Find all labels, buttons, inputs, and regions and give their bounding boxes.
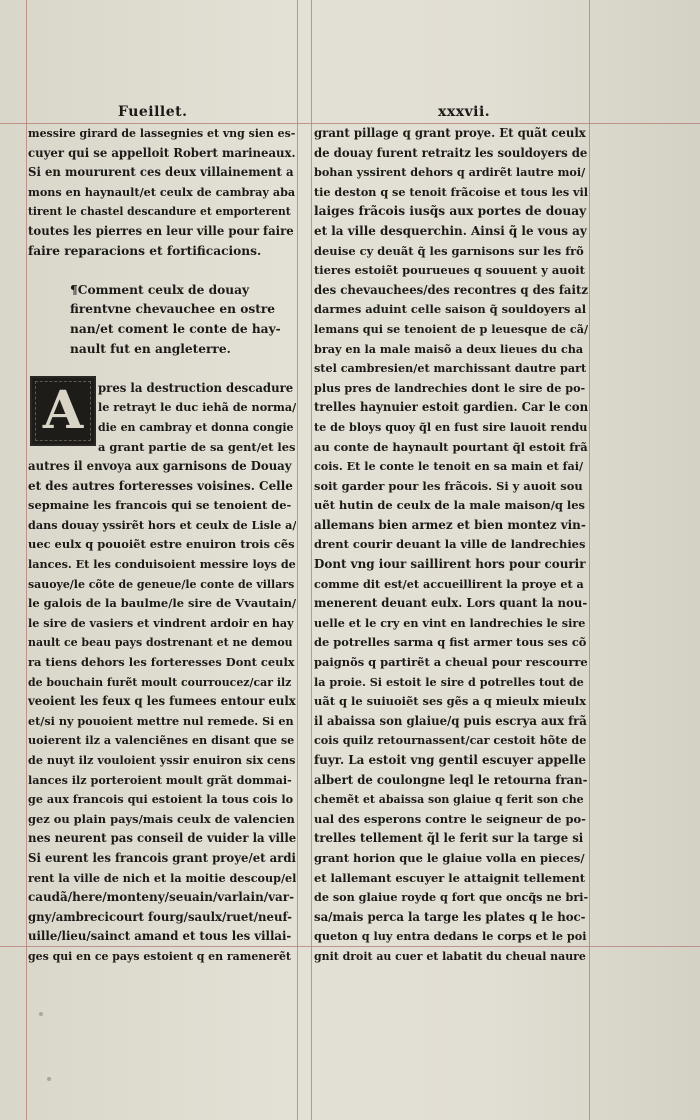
text-line: uelle et le cry en vint en landrechies le sire (314, 615, 586, 630)
text-line: uoierent ilz a valenciẽnes en disant que se (28, 733, 295, 748)
text-line: de douay furent retraitz les souldoyers de (314, 145, 588, 160)
text-line: allemans bien armez et bien montez vin- (314, 517, 586, 532)
text-line: toutes les pierres en leur ville pour faire (28, 223, 294, 238)
text-line: queton q luy entra dedans le corps et le poi (314, 929, 587, 944)
text-line: messire girard de lassegnies et vng sien es- (28, 127, 296, 140)
text-line: ra tiens dehors les forteresses Dont ceulx (28, 655, 295, 670)
text-line: soit garder pour les frãcois. Si y auoit sou (314, 478, 583, 493)
text-line: de son glaiue royde q fort que oncq̃s ne bri- (314, 890, 588, 905)
text-line: laiges frãcois iusq̃s aux portes de douay (314, 204, 587, 219)
chapter-heading-line: firentvne chevauchee en ostre (70, 302, 276, 317)
text-line: ual des esperons contre le seigneur de po- (314, 811, 586, 826)
text-line: et/si ny pouoient mettre nul remede. Si en (28, 713, 294, 728)
text-line: caudã/here/monteny/seuain/varlain/var- (28, 890, 295, 905)
text-line: deuise cy deuãt q̃ les garnisons sur les frõ (314, 243, 584, 258)
text-line: uille/lieu/sainct amand et tous les villai- (28, 929, 292, 944)
text-line: a grant partie de sa gent/et les (98, 439, 296, 454)
text-line: uec eulx q pouoiẽt estre enuiron trois cẽs (28, 537, 295, 552)
text-line: fuyr. La estoit vng gentil escuyer appelle (314, 753, 586, 767)
paragraph-mark-icon: ¶ (70, 282, 78, 297)
text-line: grant horion que le glaiue volla en pieces/ (314, 850, 585, 865)
text-line: mons en haynault/et ceulx de cambray aba (28, 184, 296, 199)
ruling-line (589, 0, 590, 1120)
text-line: chemẽt et abaissa son glaiue q ferit son che (314, 793, 584, 807)
folio-number: xxxvii. (438, 104, 491, 120)
text-line: ges qui en ce pays estoient q en ramenerẽt (28, 949, 291, 963)
text-line: de bouchain furẽt moult courroucez/car ilz (28, 675, 292, 689)
text-line: gez ou plain pays/mais ceulx de valencien (28, 811, 295, 826)
text-line: te de bloys quoy q̃l en fust sire lauoit rendu (314, 419, 588, 434)
text-line: grant pillage q grant proye. Et quãt ceulx (314, 126, 586, 140)
text-line: pres la destruction descadure (98, 380, 294, 395)
text-line: autres il envoya aux garnisons de Douay (28, 459, 292, 474)
text-line: sauoye/le cõte de geneue/le conte de villars (28, 577, 295, 591)
text-line: sepmaine les francois qui se tenoient de- (28, 498, 292, 513)
text-line: cois. Et le conte le tenoit en sa main et fai/ (314, 459, 584, 474)
text-line: lances. Et les conduisoient messire loys de (28, 557, 296, 572)
text-line: lemans qui se tenoient de p leuesque de cã/ (314, 321, 588, 336)
paper-mark (39, 1012, 43, 1016)
text-line: Si en moururent ces deux villainement a (28, 165, 294, 180)
text-line: drent courir deuant la ville de landrechies (314, 537, 586, 552)
text-line: au conte de haynault pourtant q̃l estoit frã (314, 439, 588, 454)
text-line: nes neurent pas conseil de vuider la ville (28, 831, 296, 846)
left-text-column (28, 124, 296, 967)
text-line: faire reparacions et fortificacions. (28, 243, 262, 258)
text-line: albert de coulongne leql le retourna fran- (314, 772, 588, 787)
ruling-line (311, 0, 312, 1120)
ruling-line (26, 0, 27, 1120)
text-line: de nuyt ilz vouloient yssir enuiron six cens (28, 753, 296, 767)
decorated-initial: A (30, 376, 96, 446)
text-line: le galois de la baulme/le sire de Vvautain/ (28, 596, 296, 611)
text-line: paignõs q partirẽt a cheual pour rescourre (314, 655, 588, 670)
text-line: trelles haynuier estoit gardien. Car le con (314, 400, 588, 415)
text-line: nault ce beau pays dostrenant et ne demou (28, 636, 293, 650)
text-line: sa/mais perca la targe les plates q le hoc- (314, 909, 586, 924)
text-line: et des autres forteresses voisines. Celle (28, 478, 293, 493)
text-line: rent la ville de nich et la moitie descoup/el (28, 870, 296, 885)
text-line: et lallemant escuyer le attaignit tellement (314, 870, 586, 885)
text-line: Dont vng iour saillirent hors pour courir (314, 557, 586, 572)
chapter-heading-line: nan/et coment le conte de hay- (70, 321, 281, 336)
text-line: cois quilz retournassent/car cestoit hõte de (314, 733, 587, 748)
text-line: menerent deuant eulx. Lors quant la nou- (314, 596, 588, 611)
text-line: le retrayt le duc iehã de norma/ (98, 400, 296, 415)
text-line: des chevauchees/des recontres q des faitz (314, 282, 588, 297)
text-line: ge aux francois qui estoient la tous cois lo (28, 792, 294, 807)
text-line: die en cambray et donna congie (98, 420, 294, 434)
text-line: gny/ambrecicourt fourg/saulx/ruet/neuf- (28, 909, 292, 924)
chapter-heading-line: ¶Comment ceulx de douay (70, 282, 250, 297)
ruling-line (297, 0, 298, 1120)
text-line: comme dit est/et accueillirent la proye et a (314, 576, 584, 591)
text-line: gnit droit au cuer et labatit du cheual naure (314, 949, 586, 963)
text-line: bohan yssirent dehors q ardirẽt lautre moi/ (314, 165, 586, 180)
text-line: uẽt hutin de ceulx de la male maison/q les (314, 498, 585, 513)
text-line: Si eurent les francois grant proye/et ardi (28, 850, 296, 865)
text-line: cuyer qui se appelloit Robert marineaux. (28, 145, 296, 160)
text-line: de potrelles sarma q fist armer tous ses cõ (314, 635, 587, 650)
text-line: trelles tellement q̃l le ferit sur la targe si (314, 831, 584, 846)
text-line: tirent le chastel descandure et emporterent (28, 205, 291, 219)
text-line: dans douay yssirẽt hors et ceulx de Lisle a/ (28, 517, 296, 532)
chapter-heading-line: nault fut en angleterre. (70, 341, 231, 356)
folio-header: Fueillet. (118, 104, 188, 120)
text-line: veoient les feux q les fumees entour eulx (28, 694, 296, 709)
paper-mark (47, 1077, 51, 1081)
text-line: tieres estoiẽt pourueues q souuent y auoit (314, 263, 585, 278)
text-line: il abaissa son glaiue/q puis escrya aux frã (314, 713, 587, 728)
text-line: la proie. Si estoit le sire d potrelles tout de (314, 674, 584, 689)
text-line: plus pres de landrechies dont le sire de po- (314, 380, 586, 395)
text-line: bray en la male maisõ a deux lieues du cha (314, 341, 584, 356)
right-text-column (314, 124, 588, 967)
text-line: lances ilz porteroient moult grãt dommai- (28, 772, 292, 787)
text-line: uãt q le suiuoiẽt ses gẽs a q mieulx mieulx (314, 694, 587, 709)
text-line: et la ville desquerchin. Ainsi q̃ le vous ay (314, 223, 587, 238)
text-line: tie deston q se tenoit frãcoise et tous les vil (314, 184, 588, 199)
text-line: le sire de vasiers et vindrent ardoir en hay (28, 615, 294, 630)
text-line: darmes aduint celle saison q̃ souldoyers al (314, 302, 587, 317)
text-line: stel cambresien/et marchissant dautre part (314, 361, 587, 376)
